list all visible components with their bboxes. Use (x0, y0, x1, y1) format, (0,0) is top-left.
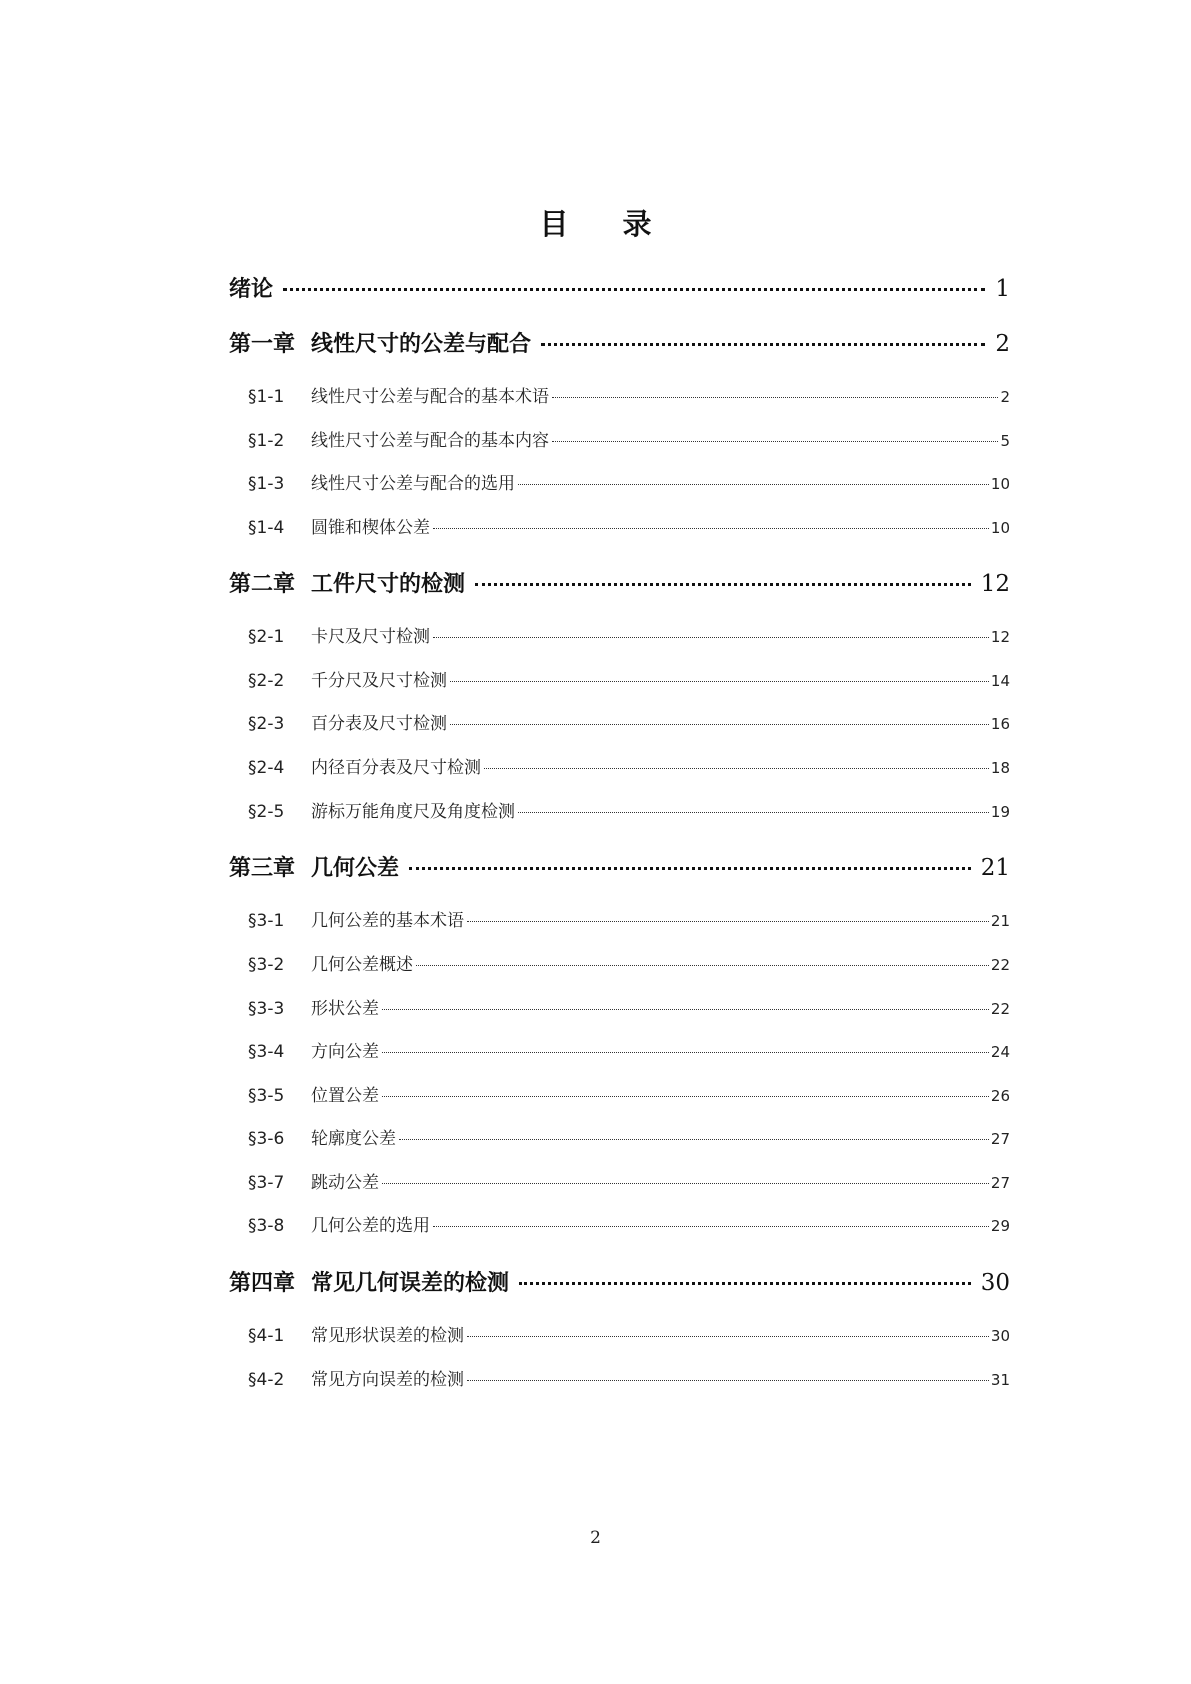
toc-section-entry[interactable] (248, 994, 1010, 1019)
chapter-number: 第一章 (229, 332, 296, 357)
section-number: §3-2 (248, 955, 285, 975)
toc-page-number: 29 (990, 1217, 1010, 1235)
section-number: §3-3 (248, 999, 285, 1019)
section-number: §2-2 (248, 671, 285, 691)
dot-leader (433, 1214, 989, 1227)
toc-page-number: 26 (990, 1087, 1010, 1105)
toc-page-number: 16 (990, 715, 1010, 733)
toc-section-entry[interactable] (248, 1365, 1010, 1390)
toc-section-entry[interactable] (248, 753, 1010, 778)
toc-chapter-entry[interactable] (229, 851, 1010, 882)
toc-page-number: 12 (980, 571, 1010, 597)
toc-section-entry[interactable] (248, 666, 1010, 691)
dot-leader (518, 800, 989, 813)
toc-page-number: 10 (990, 519, 1010, 537)
section-number: §3-6 (248, 1129, 285, 1149)
toc-page-number: 19 (990, 803, 1010, 821)
toc-section-entry[interactable] (248, 469, 1010, 494)
section-number: §4-2 (248, 1370, 285, 1390)
dot-leader (382, 1040, 989, 1053)
dot-leader (382, 997, 989, 1010)
toc-section-entry[interactable] (248, 1321, 1010, 1346)
toc-page-number: 1 (995, 276, 1010, 302)
toc-chapter-entry[interactable] (229, 1266, 1010, 1297)
toc-page-number: 30 (990, 1327, 1010, 1345)
toc-section-entry[interactable] (248, 1168, 1010, 1193)
toc-section-entry[interactable] (248, 1211, 1010, 1236)
section-title: 游标万能角度尺及角度检测 (311, 802, 515, 822)
section-number: §1-4 (248, 518, 285, 538)
toc-chapter-entry[interactable] (229, 272, 1010, 303)
toc-section-entry[interactable] (248, 1037, 1010, 1062)
dot-leader (467, 1324, 989, 1337)
section-title: 常见方向误差的检测 (311, 1370, 464, 1390)
dot-leader (484, 756, 989, 769)
section-number: §1-2 (248, 431, 285, 451)
toc-page-number: 10 (990, 475, 1010, 493)
section-number: §1-3 (248, 474, 285, 494)
dot-leader (399, 1127, 989, 1140)
section-title: 跳动公差 (311, 1173, 379, 1193)
toc-section-entry[interactable] (248, 709, 1010, 734)
dot-leader (541, 329, 985, 346)
toc-page-number: 5 (1000, 432, 1010, 450)
toc-page-number: 24 (990, 1043, 1010, 1061)
dot-leader (475, 569, 971, 586)
section-title: 内径百分表及尺寸检测 (311, 758, 481, 778)
section-number: §3-7 (248, 1173, 285, 1193)
chapter-number: 第二章 (229, 572, 296, 597)
section-title: 卡尺及尺寸检测 (311, 627, 430, 647)
dot-leader (433, 516, 989, 529)
section-title: 千分尺及尺寸检测 (311, 671, 447, 691)
dot-leader (382, 1171, 989, 1184)
dot-leader (409, 853, 971, 870)
dot-leader (552, 429, 998, 442)
toc-page-number: 12 (990, 628, 1010, 646)
section-number: §2-5 (248, 802, 285, 822)
toc-page-number: 21 (990, 912, 1010, 930)
toc-chapter-entry[interactable] (229, 567, 1010, 598)
dot-leader (450, 712, 989, 725)
section-title: 线性尺寸公差与配合的基本内容 (311, 431, 549, 451)
page-title: 目 录 (539, 207, 674, 241)
page-number: 2 (590, 1528, 601, 1548)
toc-page-number: 2 (1000, 388, 1010, 406)
dot-leader (467, 909, 989, 922)
chapter-title: 线性尺寸的公差与配合 (311, 332, 532, 357)
toc-section-entry[interactable] (248, 797, 1010, 822)
dot-leader (518, 472, 989, 485)
chapter-number: 第四章 (229, 1271, 296, 1296)
section-number: §3-4 (248, 1042, 285, 1062)
chapter-title: 工件尺寸的检测 (311, 572, 466, 597)
section-title: 常见形状误差的检测 (311, 1326, 464, 1346)
toc-page-number: 18 (990, 759, 1010, 777)
toc-page-number: 27 (990, 1130, 1010, 1148)
dot-leader (382, 1084, 989, 1097)
section-title: 位置公差 (311, 1086, 379, 1106)
section-number: §2-1 (248, 627, 285, 647)
toc-page-number: 27 (990, 1174, 1010, 1192)
section-number: §2-4 (248, 758, 285, 778)
toc-section-entry[interactable] (248, 906, 1010, 931)
dot-leader (450, 669, 989, 682)
toc-chapter-entry[interactable] (229, 327, 1010, 358)
dot-leader (552, 385, 998, 398)
chapter-title: 常见几何误差的检测 (311, 1271, 510, 1296)
dot-leader (416, 953, 989, 966)
dot-leader (433, 625, 989, 638)
toc-section-entry[interactable] (248, 513, 1010, 538)
toc-page-number: 2 (995, 331, 1010, 357)
toc-section-entry[interactable] (248, 950, 1010, 975)
chapter-title: 几何公差 (311, 856, 400, 881)
toc-section-entry[interactable] (248, 1124, 1010, 1149)
section-title: 方向公差 (311, 1042, 379, 1062)
toc-section-entry[interactable] (248, 382, 1010, 407)
toc-section-entry[interactable] (248, 426, 1010, 451)
section-title: 轮廓度公差 (311, 1129, 396, 1149)
toc-page-number: 30 (980, 1270, 1010, 1296)
section-number: §2-3 (248, 714, 285, 734)
toc-section-entry[interactable] (248, 1081, 1010, 1106)
section-title: 几何公差概述 (311, 955, 413, 975)
section-title: 形状公差 (311, 999, 379, 1019)
section-title: 百分表及尺寸检测 (311, 714, 447, 734)
toc-page-number: 22 (990, 1000, 1010, 1018)
toc-page-number: 22 (990, 956, 1010, 974)
dot-leader (283, 274, 985, 291)
section-title: 圆锥和楔体公差 (311, 518, 430, 538)
section-title: 几何公差的选用 (311, 1216, 430, 1236)
chapter-title: 绪论 (229, 277, 274, 302)
section-title: 线性尺寸公差与配合的基本术语 (311, 387, 549, 407)
section-title: 线性尺寸公差与配合的选用 (311, 474, 515, 494)
toc-section-entry[interactable] (248, 622, 1010, 647)
section-number: §1-1 (248, 387, 285, 407)
toc-page-number: 21 (980, 855, 1010, 881)
section-number: §4-1 (248, 1326, 285, 1346)
toc-page-number: 31 (990, 1371, 1010, 1389)
section-number: §3-8 (248, 1216, 285, 1236)
dot-leader (467, 1368, 989, 1381)
section-number: §3-1 (248, 911, 285, 931)
dot-leader (519, 1268, 971, 1285)
chapter-number: 第三章 (229, 856, 296, 881)
toc-page-number: 14 (990, 672, 1010, 690)
section-number: §3-5 (248, 1086, 285, 1106)
section-title: 几何公差的基本术语 (311, 911, 464, 931)
